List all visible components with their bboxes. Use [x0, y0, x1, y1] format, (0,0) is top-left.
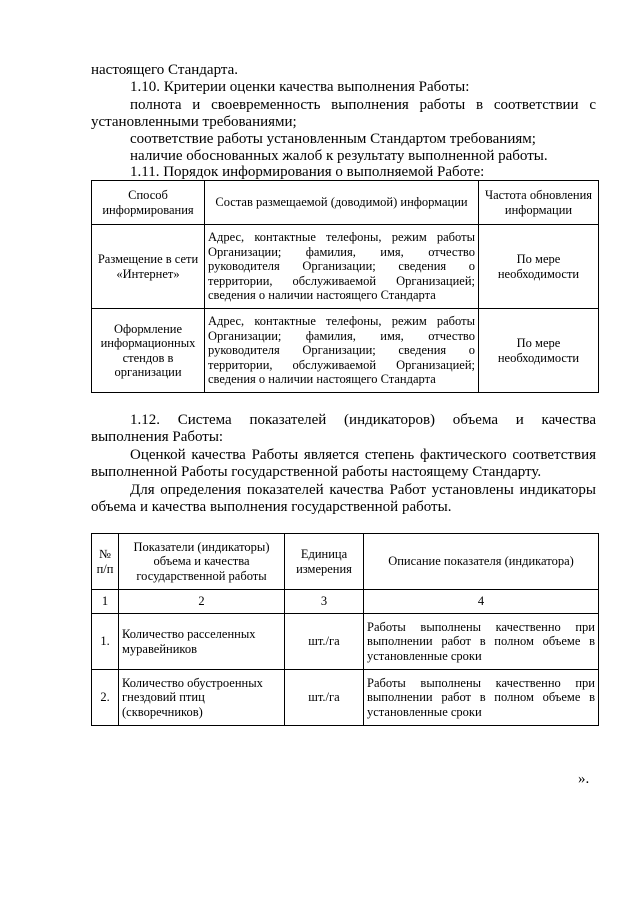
content-cell: Адрес, контактные телефоны, режим работы Организации; фамилия, имя, отчество руководителя Организации; сведения о территории, обслуживаемой Организацией; сведения о наличии настоящего Стандарта	[205, 309, 479, 393]
evaluation-line-1: Оценкой качества Работы является степень фактического соответствия	[130, 447, 596, 463]
indicators-table-header	[92, 534, 599, 590]
indicators-intro-line-1: Для определения показателей качества Работ установлены индикаторы	[130, 482, 596, 498]
section-1-11-heading: 1.11. Порядок информирования о выполняемой Работе:	[130, 164, 485, 180]
header-description: Описание показателя (индикатора)	[364, 534, 599, 590]
content-cell: Адрес, контактные телефоны, режим работы Организации; фамилия, имя, отчество руководителя Организации; сведения о территории, обслуживаемой Организацией; сведения о наличии настоящего Стандарта	[205, 225, 479, 309]
indicators-intro-line-2: объема и качества выполнения государственной работы.	[91, 499, 452, 515]
row-number: 1.	[92, 614, 119, 670]
header-method: Способ информирования	[92, 181, 205, 225]
information-table	[91, 180, 599, 393]
method-cell: Оформление информационных стендов в организации	[92, 309, 205, 393]
section-1-12-line-1: 1.12. Система показателей (индикаторов) объема и качества	[130, 412, 596, 428]
paragraph-end-standard: настоящего Стандарта.	[91, 62, 239, 78]
evaluation-line-2: выполненной Работы государственной работы настоящему Стандарту.	[91, 464, 542, 480]
unit-cell: шт./га	[285, 614, 364, 670]
information-table-header	[92, 181, 599, 225]
indicators-table	[91, 533, 599, 726]
criterion-3: наличие обоснованных жалоб к результату выполненной работы.	[130, 148, 548, 164]
criterion-2: соответствие работы установленным Стандартом требованиям;	[130, 131, 536, 147]
table-row	[92, 309, 599, 393]
frequency-cell: По мере необходимости	[479, 309, 599, 393]
criterion-1-line-2: установленными требованиями;	[91, 114, 297, 130]
unit-cell: шт./га	[285, 670, 364, 726]
description-cell: Работы выполнены качественно при выполнении работ в полном объеме в установленные сроки	[364, 670, 599, 726]
column-number: 4	[364, 590, 599, 614]
description-cell: Работы выполнены качественно при выполнении работ в полном объеме в установленные сроки	[364, 614, 599, 670]
header-number: № п/п	[92, 534, 119, 590]
column-number: 2	[119, 590, 285, 614]
row-number: 2.	[92, 670, 119, 726]
header-frequency: Частота обновления информации	[479, 181, 599, 225]
table-row	[92, 670, 599, 726]
indicator-cell: Количество расселенных муравейников	[119, 614, 285, 670]
criterion-1-line-1: полнота и своевременность выполнения работы в соответствии с	[130, 97, 596, 113]
section-1-12-line-2: выполнения Работы:	[91, 429, 224, 445]
column-number: 3	[285, 590, 364, 614]
table-row	[92, 614, 599, 670]
table-row	[92, 225, 599, 309]
frequency-cell: По мере необходимости	[479, 225, 599, 309]
header-indicator: Показатели (индикаторы) объема и качества государственной работы	[119, 534, 285, 590]
column-number: 1	[92, 590, 119, 614]
closing-quote: ».	[578, 771, 590, 787]
header-content: Состав размещаемой (доводимой) информации	[205, 181, 479, 225]
method-cell: Размещение в сети «Интернет»	[92, 225, 205, 309]
section-1-10-heading: 1.10. Критерии оценки качества выполнения Работы:	[130, 79, 470, 95]
header-unit: Единица измерения	[285, 534, 364, 590]
column-numbers-row	[92, 590, 599, 614]
indicator-cell: Количество обустроенных гнездовий птиц (скворечников)	[119, 670, 285, 726]
